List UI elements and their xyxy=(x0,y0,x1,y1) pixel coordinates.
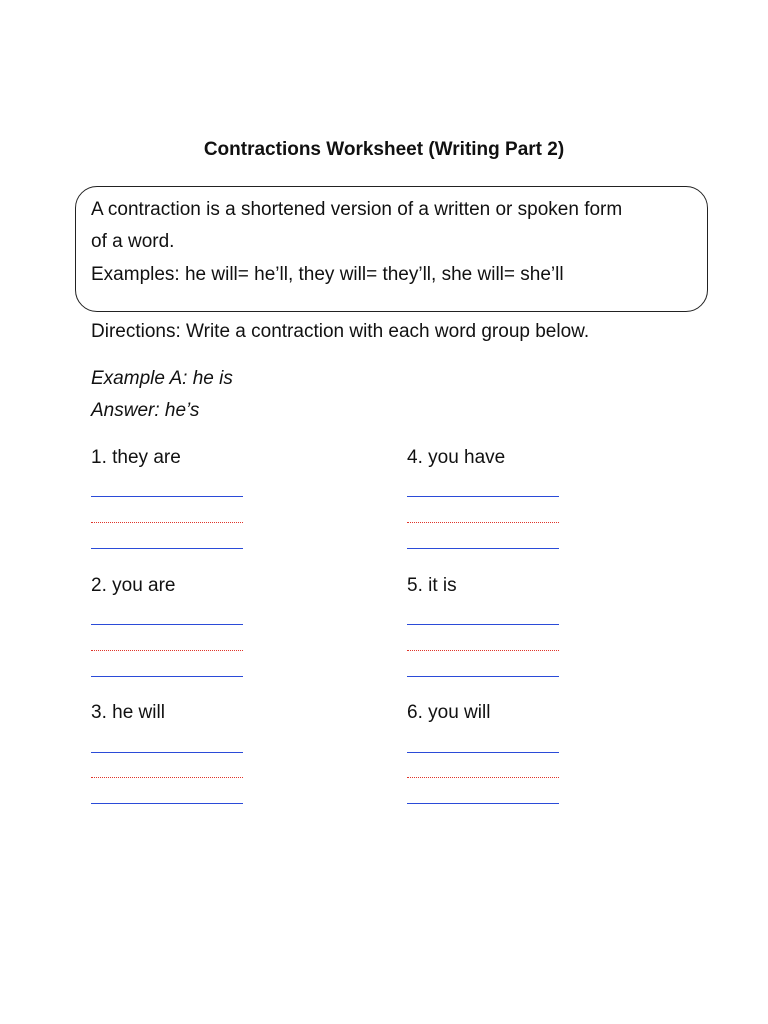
item-2 xyxy=(91,574,251,598)
item-5-base-line[interactable] xyxy=(407,676,559,677)
item-2-mid-line xyxy=(91,650,243,651)
item-6-label: 6. you will xyxy=(407,702,491,723)
item-4-mid-line xyxy=(407,522,559,523)
item-5-label: 5. it is xyxy=(407,575,457,596)
example-answer: Answer: he’s xyxy=(91,400,200,421)
item-2-label: 2. you are xyxy=(91,575,176,596)
worksheet-title: Contractions Worksheet (Writing Part 2) xyxy=(203,139,565,160)
item-4-label: 4. you have xyxy=(407,447,506,468)
item-1 xyxy=(91,446,251,470)
item-1-top-line[interactable] xyxy=(91,496,243,497)
item-4 xyxy=(407,446,567,470)
item-5-top-line[interactable] xyxy=(407,624,559,625)
item-1-label: 1. they are xyxy=(91,447,181,468)
item-3-label: 3. he will xyxy=(91,702,165,723)
item-6-mid-line xyxy=(407,777,559,778)
item-4-top-line[interactable] xyxy=(407,496,559,497)
item-5 xyxy=(407,574,567,598)
item-1-mid-line xyxy=(91,522,243,523)
example-prompt: Example A: he is xyxy=(91,368,233,389)
item-6-base-line[interactable] xyxy=(407,803,559,804)
definition-line-2: of a word. xyxy=(91,231,175,252)
item-5-mid-line xyxy=(407,650,559,651)
directions-text: Directions: Write a contraction with each word group below. xyxy=(91,321,590,342)
item-4-base-line[interactable] xyxy=(407,548,559,549)
item-2-base-line[interactable] xyxy=(91,676,243,677)
definition-examples: Examples: he will= he’ll, they will= they’ll, she will= she’ll xyxy=(91,264,564,285)
item-2-top-line[interactable] xyxy=(91,624,243,625)
definition-line-1: A contraction is a shortened version of a written or spoken form xyxy=(91,199,623,220)
item-1-base-line[interactable] xyxy=(91,548,243,549)
item-3-base-line[interactable] xyxy=(91,803,243,804)
item-3-top-line[interactable] xyxy=(91,752,243,753)
item-6 xyxy=(407,701,567,725)
item-6-top-line[interactable] xyxy=(407,752,559,753)
item-3-mid-line xyxy=(91,777,243,778)
item-3 xyxy=(91,701,251,725)
